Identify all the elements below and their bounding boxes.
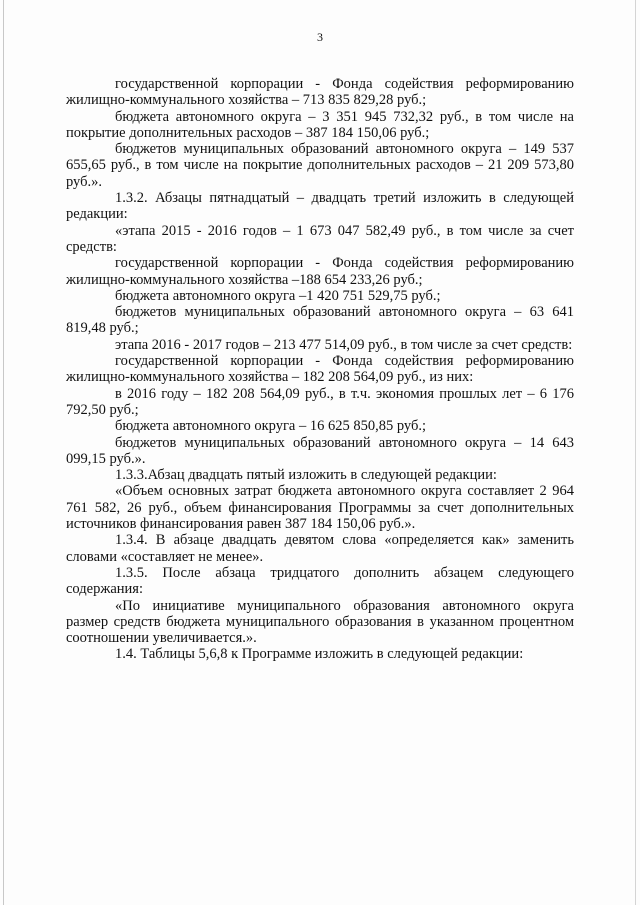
paragraph: бюджетов муниципальных образований автономного округа – 149 537 655,65 руб., в том числе на покрытие дополнительных расходов – 21 209 573,80 руб.».	[66, 141, 574, 190]
document-body	[66, 76, 574, 663]
paragraph: «этапа 2015 - 2016 годов – 1 673 047 582,49 руб., в том числе за счет средств:	[66, 222, 574, 255]
paragraph: бюджета автономного округа – 16 625 850,85 руб.;	[115, 418, 427, 435]
paragraph: бюджета автономного округа – 3 351 945 732,32 руб., в том числе на покрытие дополнительных расходов – 387 184 150,06 руб.;	[66, 108, 574, 141]
paragraph: 1.3.3.Абзац двадцать пятый изложить в следующей редакции:	[115, 467, 497, 484]
page-left-edge	[3, 0, 4, 905]
paragraph: 1.4. Таблицы 5,6,8 к Программе изложить в следующей редакции:	[115, 646, 524, 663]
paragraph: бюджетов муниципальных образований автономного округа – 14 643 099,15 руб.».	[66, 434, 574, 467]
paragraph: этапа 2016 - 2017 годов – 213 477 514,09 руб., в том числе за счет средств:	[115, 336, 573, 353]
paragraph: 1.3.5. После абзаца тридцатого дополнить абзацем следующего содержания:	[66, 564, 574, 598]
paragraph: государственной корпорации - Фонда содействия реформированию жилищно-коммунального хозяйства – 182 208 564,09 руб., из них:	[66, 353, 574, 386]
page-number: 3	[317, 30, 323, 44]
page-right-edge	[635, 0, 636, 905]
paragraph: бюджетов муниципальных образований автономного округа – 63 641 819,48 руб.;	[66, 304, 574, 337]
paragraph: бюджета автономного округа –1 420 751 529,75 руб.;	[115, 287, 441, 304]
paragraph: государственной корпорации - Фонда содействия реформированию жилищно-коммунального хозяйства – 713 835 829,28 руб.;	[66, 76, 574, 109]
paragraph: «Объем основных затрат бюджета автономного округа составляет 2 964 761 582, 26 руб., объем финансирования Программы за счет дополнительных источников финансирования равен 387 184 150,06 руб.».	[66, 483, 574, 533]
paragraph: 1.3.2. Абзацы пятнадцатый – двадцать третий изложить в следующей редакции:	[66, 190, 574, 223]
paragraph: «По инициативе муниципального образования автономного округа размер средств бюджета муниципального образования в указанном процентном соотношении увеличивается.».	[66, 597, 574, 647]
paragraph: 1.3.4. В абзаце двадцать девятом слова «определяется как» заменить словами «составляет не менее».	[66, 532, 574, 565]
paragraph: в 2016 году – 182 208 564,09 руб., в т.ч. экономия прошлых лет – 6 176 792,50 руб.;	[66, 385, 574, 418]
paragraph: государственной корпорации - Фонда содействия реформированию жилищно-коммунального хозяйства –188 654 233,26 руб.;	[66, 255, 574, 288]
